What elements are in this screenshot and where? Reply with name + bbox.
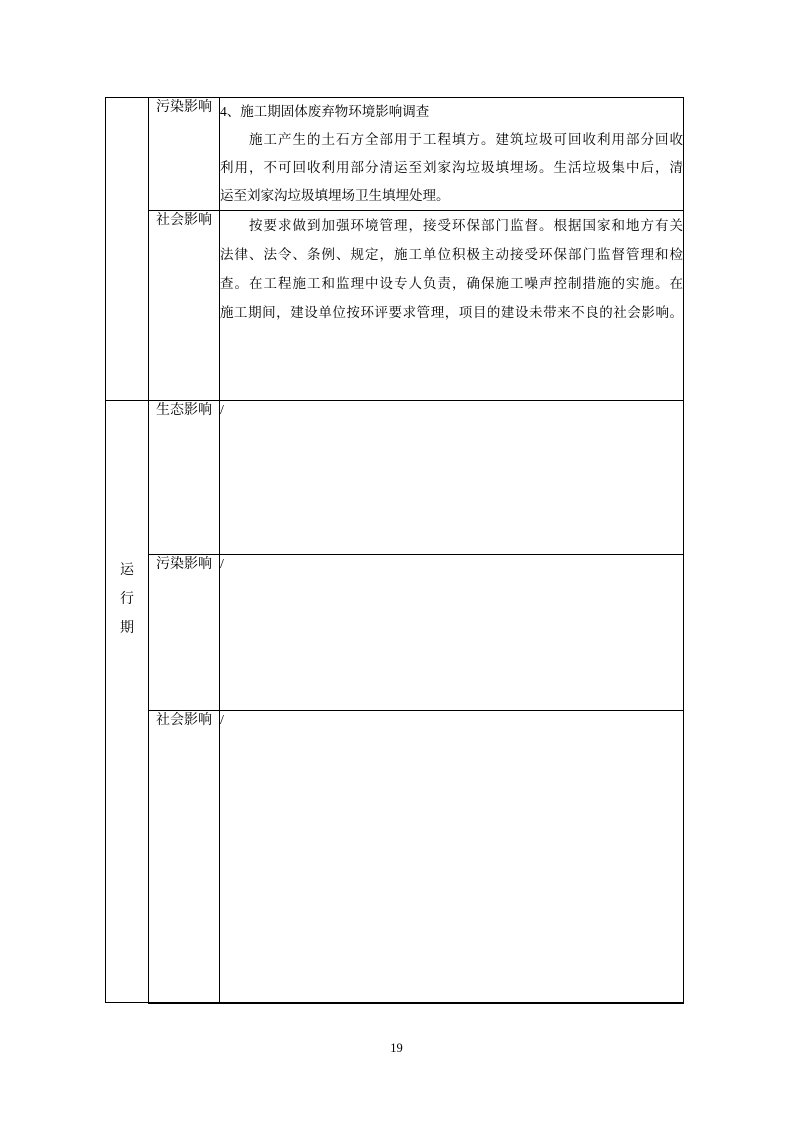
- cell-content-pollution-impact-construction: [220, 98, 684, 211]
- ecological-impact-label: 生态影响: [156, 403, 212, 418]
- social-impact-label: 社会影响: [156, 213, 212, 228]
- cell-label-pollution-impact-construction: [149, 98, 220, 211]
- cell-label-ecological-impact-operation: [149, 401, 220, 555]
- cell-label-pollution-impact-operation: [149, 555, 220, 711]
- slash-placeholder: /: [220, 403, 224, 418]
- cell-operation-period: [106, 401, 149, 1003]
- text-line: 查。在工程施工和监理中设专人负责，确保施工噪声控制措施的实施。在: [220, 276, 683, 291]
- cell-content-pollution-impact-operation: [220, 555, 684, 711]
- page-number: 19: [390, 1041, 403, 1055]
- pollution-impact-label: 污染影响: [156, 557, 212, 572]
- cell-content-ecological-impact-operation: [220, 401, 684, 555]
- text-line: 4、施工期固体废弃物环境影响调查: [220, 104, 430, 119]
- operation-period-label: 运行期: [120, 563, 134, 636]
- cell-label-social-impact-operation: [149, 711, 220, 1003]
- text-line: 施工产生的土石方全部用于工程填方。建筑垃圾可回收利用部分回收: [220, 132, 683, 147]
- cell-construction-period-continuation: [106, 98, 149, 401]
- impact-summary-table: [105, 97, 684, 1004]
- text-line: 运至刘家沟垃圾填埋场卫生填埋处理。: [220, 188, 450, 203]
- pollution-impact-label: 污染影响: [156, 100, 212, 115]
- cell-label-social-impact-construction: [149, 211, 220, 401]
- text-line: 利用，不可回收利用部分清运至刘家沟垃圾填埋场。生活垃圾集中后，清: [220, 160, 683, 175]
- slash-placeholder: /: [220, 713, 224, 728]
- text-line: 按要求做到加强环境管理，接受环保部门监督。根据国家和地方有关: [220, 218, 683, 233]
- social-impact-label: 社会影响: [156, 713, 212, 728]
- slash-placeholder: /: [220, 557, 224, 572]
- cell-content-social-impact-construction: [220, 211, 684, 401]
- cell-content-social-impact-operation: [220, 711, 684, 1003]
- text-line: 法律、法令、条例、规定，施工单位积极主动接受环保部门监督管理和检: [220, 247, 683, 262]
- text-line: 施工期间，建设单位按环评要求管理，项目的建设未带来不良的社会影响。: [220, 305, 683, 320]
